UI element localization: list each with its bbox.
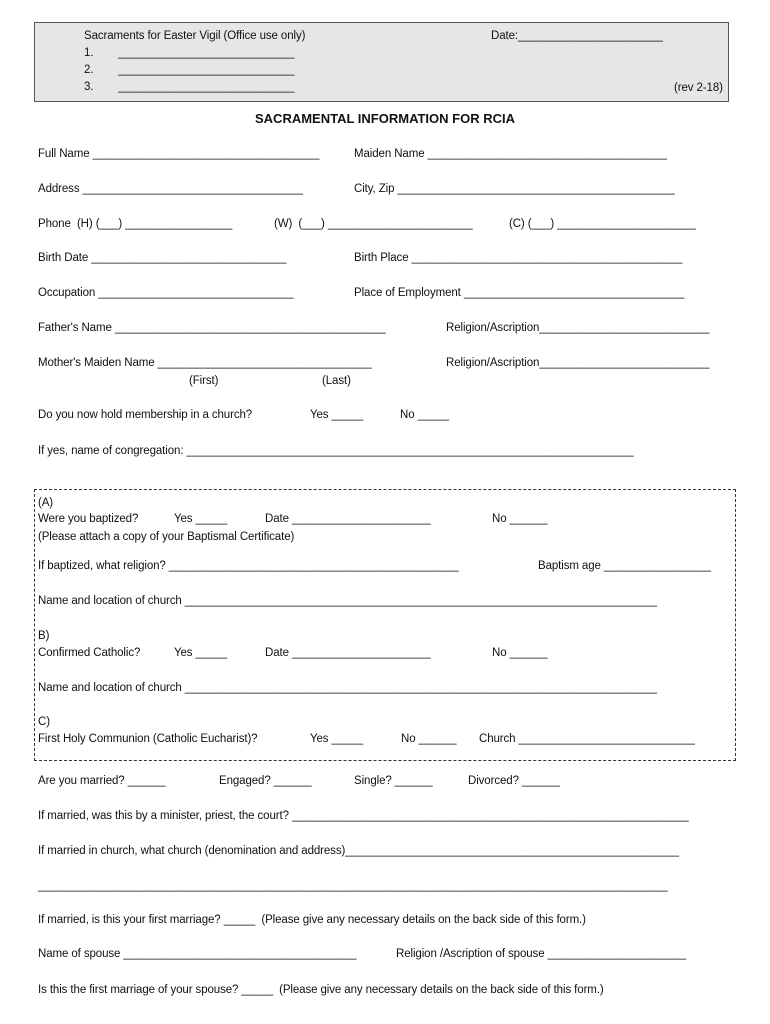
first-marriage-field[interactable]: If married, is this your first marriage? _____ (Please give any necessary details on the back side of this form.)	[38, 914, 586, 926]
married-field[interactable]: Are you married? ______	[38, 775, 166, 787]
section-c-label: C)	[38, 716, 50, 728]
office-line-3[interactable]: 3. ____________________________	[84, 81, 295, 93]
single-field[interactable]: Single? ______	[354, 775, 433, 787]
spouse-religion-field[interactable]: Religion /Ascription of spouse ______________________	[396, 948, 687, 960]
birth-place-field[interactable]: Birth Place ___________________________________________	[354, 252, 683, 264]
first-name-caption: (First)	[189, 375, 219, 387]
membership-yes-field[interactable]: Yes _____	[310, 409, 364, 421]
section-b-label: B)	[38, 630, 50, 642]
baptism-religion-field[interactable]: If baptized, what religion? ______________________________________________	[38, 560, 459, 572]
city-zip-field[interactable]: City, Zip ____________________________________________	[354, 183, 675, 195]
occupation-field[interactable]: Occupation _______________________________	[38, 287, 294, 299]
office-heading: Sacraments for Easter Vigil (Office use only)	[84, 30, 306, 42]
married-by-field[interactable]: If married, was this by a minister, priest, the court? _______________________________________________________________	[38, 810, 689, 822]
married-church-extra-line[interactable]: ____________________________________________________________________________________________________	[38, 880, 668, 892]
confirmed-no-field[interactable]: No ______	[492, 647, 548, 659]
engaged-field[interactable]: Engaged? ______	[219, 775, 312, 787]
employment-field[interactable]: Place of Employment ___________________________________	[354, 287, 685, 299]
communion-no-field[interactable]: No ______	[401, 733, 457, 745]
confirmed-yes-field[interactable]: Yes _____	[174, 647, 228, 659]
baptized-no-field[interactable]: No ______	[492, 513, 548, 525]
communion-church-field[interactable]: Church ____________________________	[479, 733, 695, 745]
birth-date-field[interactable]: Birth Date _______________________________	[38, 252, 287, 264]
membership-question: Do you now hold membership in a church?	[38, 409, 253, 421]
membership-no-field[interactable]: No _____	[400, 409, 450, 421]
baptized-yes-field[interactable]: Yes _____	[174, 513, 228, 525]
full-name-field[interactable]: Full Name ____________________________________	[38, 148, 320, 160]
baptized-question: Were you baptized?	[38, 513, 139, 525]
page-title: SACRAMENTAL INFORMATION FOR RCIA	[255, 111, 515, 126]
last-name-caption: (Last)	[322, 375, 351, 387]
office-date-field[interactable]: Date:_______________________	[491, 30, 663, 42]
mother-maiden-name-field[interactable]: Mother's Maiden Name __________________________________	[38, 357, 372, 369]
baptism-age-field[interactable]: Baptism age _________________	[538, 560, 711, 572]
congregation-field[interactable]: If yes, name of congregation: _______________________________________________________________________	[38, 445, 634, 457]
father-name-field[interactable]: Father's Name ___________________________________________	[38, 322, 386, 334]
married-church-field[interactable]: If married in church, what church (denomination and address)_____________________________________________________	[38, 845, 679, 857]
mother-religion-field[interactable]: Religion/Ascription___________________________	[446, 357, 710, 369]
section-a-label: (A)	[38, 497, 54, 509]
baptism-date-field[interactable]: Date ______________________	[265, 513, 431, 525]
spouse-name-field[interactable]: Name of spouse _____________________________________	[38, 948, 357, 960]
phone-home-field[interactable]: Phone (H) (___) _________________	[38, 218, 233, 230]
confirmation-date-field[interactable]: Date ______________________	[265, 647, 431, 659]
baptism-certificate-note: (Please attach a copy of your Baptismal Certificate)	[38, 531, 295, 543]
communion-question: First Holy Communion (Catholic Eucharist)?	[38, 733, 258, 745]
confirmation-church-field[interactable]: Name and location of church ___________________________________________________________________________	[38, 682, 657, 694]
office-line-1[interactable]: 1. ____________________________	[84, 47, 295, 59]
phone-cell-field[interactable]: (C) (___) ______________________	[509, 218, 696, 230]
spouse-first-marriage-field[interactable]: Is this the first marriage of your spouse? _____ (Please give any necessary details on the back side of this form.)	[38, 984, 604, 996]
revision-label: (rev 2-18)	[674, 82, 723, 94]
phone-work-field[interactable]: (W) (___) _______________________	[274, 218, 473, 230]
confirmed-question: Confirmed Catholic?	[38, 647, 141, 659]
divorced-field[interactable]: Divorced? ______	[468, 775, 560, 787]
father-religion-field[interactable]: Religion/Ascription___________________________	[446, 322, 710, 334]
address-field[interactable]: Address ___________________________________	[38, 183, 303, 195]
maiden-name-field[interactable]: Maiden Name ______________________________________	[354, 148, 667, 160]
communion-yes-field[interactable]: Yes _____	[310, 733, 364, 745]
baptism-church-field[interactable]: Name and location of church ___________________________________________________________________________	[38, 595, 657, 607]
office-line-2[interactable]: 2. ____________________________	[84, 64, 295, 76]
